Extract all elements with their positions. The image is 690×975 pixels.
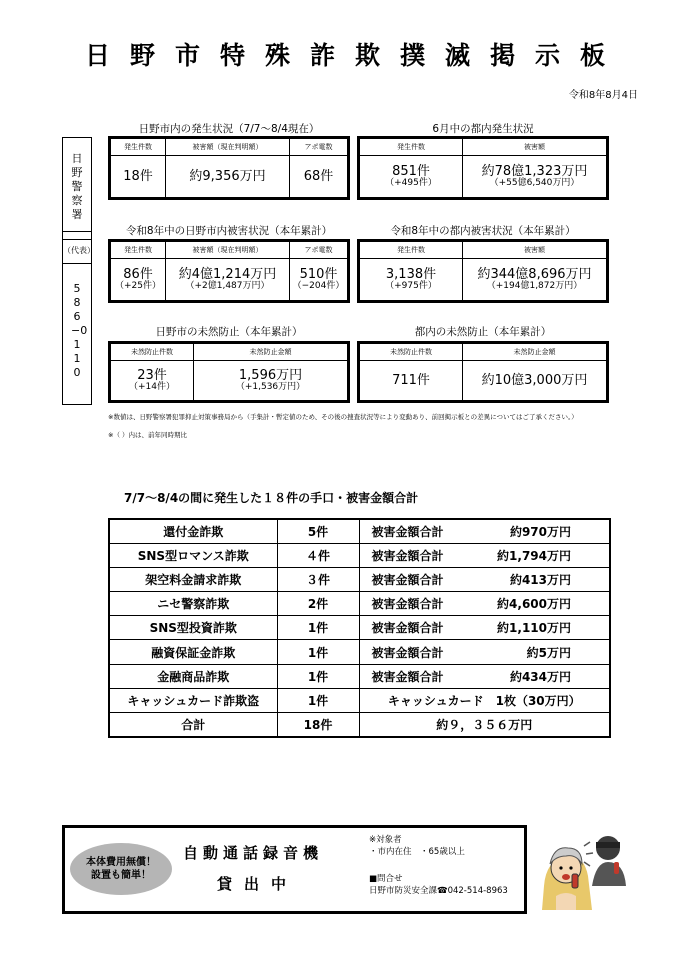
header-cell: 未然防止件数 (360, 344, 462, 361)
police-station-sidebox (62, 137, 95, 405)
banner-title: 自動通話録音機 (183, 844, 324, 862)
value-sub: （+194億1,872万円） (486, 280, 583, 291)
damage-label: 被害金額合計 (371, 669, 444, 684)
value-cell (360, 156, 462, 197)
value-main: 約9,356万円 (189, 168, 266, 184)
header-cell: 被害額 (462, 139, 606, 156)
header-cell: 被害額 (462, 242, 606, 259)
count-cell: 1件 (277, 640, 359, 664)
header-cell: 発生件数 (360, 242, 462, 259)
damage-amount: 約434万円 (509, 669, 571, 684)
total-row (109, 713, 610, 737)
header-cell: 未然防止件数 (111, 344, 193, 361)
header-cell: アポ電数 (289, 242, 347, 259)
value-main: 約10億3,000万円 (481, 372, 588, 388)
value-cell (289, 156, 347, 197)
damage-cell (359, 664, 610, 688)
rep-label: （代表） (63, 246, 95, 255)
total-count-cell: 18件 (277, 713, 359, 737)
value-cell (111, 156, 165, 197)
table-row (109, 592, 610, 616)
value-main: 23件 (137, 367, 167, 383)
caption-tokyo-june: 6月中の都内発生状況 (432, 123, 534, 135)
damage-label: 被害金額合計 (371, 572, 444, 587)
data-note: ※数値は、日野警察署犯罪抑止対策事務局から（手集計・暫定値のため、その後の捜査状況等により変動あり、前回掲示板との差異についてはご了承ください。） (108, 413, 578, 421)
value-main: 1,596万円 (238, 367, 303, 383)
damage-wrap (360, 668, 610, 685)
table-hino-current (108, 136, 350, 200)
damage-amount: 約1,794万円 (497, 548, 571, 563)
table-row (109, 567, 610, 591)
table-row (109, 664, 610, 688)
target-detail: ・市内在住 ・65歳以上 (369, 847, 465, 857)
total-label-cell: 合計 (109, 713, 277, 737)
value-main: 約4億1,214万円 (178, 266, 277, 282)
damage-label: 被害金額合計 (371, 597, 444, 612)
header-cell: 発生件数 (111, 242, 165, 259)
value-cell (360, 361, 462, 400)
fraud-type-cell: 架空料金請求詐欺 (109, 567, 277, 591)
count-cell: 1件 (277, 616, 359, 640)
table-row (109, 519, 610, 543)
fraud-type-cell: キャッシュカード詐欺盗 (109, 688, 277, 712)
free-badge (70, 843, 172, 895)
damage-label: 被害金額合計 (371, 621, 444, 636)
damage-amount: 約4,600万円 (497, 597, 571, 612)
station-phone: 586−0110 (71, 282, 88, 379)
table-hino-prevention (108, 341, 350, 403)
header-cell: 発生件数 (360, 139, 462, 156)
damage-amount: 約413万円 (509, 572, 571, 587)
issue-date: 令和8年8月4日 (568, 90, 638, 101)
value-sub: （+2億1,487万円） (185, 280, 270, 291)
header-cell: 未然防止金額 (193, 344, 347, 361)
contact-detail: 日野市防災安全課☎042-514-8963 (369, 886, 508, 896)
table-row (109, 543, 610, 567)
value-cell (462, 361, 606, 400)
damage-wrap (360, 571, 610, 588)
fraud-type-cell: SNS型ロマンス詐欺 (109, 543, 277, 567)
damage-cell (359, 519, 610, 543)
header-cell: 発生件数 (111, 139, 165, 156)
header-cell: 被害額（現在判明額） (165, 139, 289, 156)
caption-hino-yearly: 令和8年中の日野市内被害状況（本年累計） (125, 225, 333, 237)
target-label: ※対象者 (369, 835, 402, 845)
damage-wrap (360, 595, 610, 612)
value-cell (165, 259, 289, 300)
value-cell (193, 361, 347, 400)
value-cell (462, 259, 606, 300)
total-amount-cell: 約９，３５６万円 (359, 713, 610, 737)
summary-table (108, 518, 611, 738)
value-sub: （−204件） (292, 280, 345, 291)
badge-line: 設置も簡単！ (91, 870, 151, 881)
damage-label: 被害金額合計 (371, 524, 444, 539)
value-sub: （+495件） (385, 177, 437, 188)
damage-cell (359, 616, 610, 640)
damage-label: 被害金額合計 (371, 548, 444, 563)
value-main: 711件 (392, 372, 430, 388)
header-cell: 未然防止金額 (462, 344, 606, 361)
value-main: 3,138件 (385, 266, 437, 282)
value-cell (360, 259, 462, 300)
table-tokyo-june (357, 136, 609, 200)
damage-cell (359, 640, 610, 664)
recorder-banner (62, 825, 527, 914)
comparison-note: ※（ ）内は、前年同時期比 (108, 431, 188, 439)
value-main: 約344億8,696万円 (477, 266, 592, 282)
value-sub: （+1,536万円） (235, 381, 306, 392)
damage-wrap (360, 619, 610, 636)
value-cell (165, 156, 289, 197)
value-cell (462, 156, 606, 197)
station-name: 日野警察署 (71, 152, 83, 221)
fraud-type-cell: ニセ警察詐欺 (109, 592, 277, 616)
count-cell: ４件 (277, 543, 359, 567)
damage-wrap (360, 644, 610, 661)
value-sub: （+25件） (115, 280, 161, 291)
value-cell (111, 259, 165, 300)
caption-hino-current: 日野市内の発生状況（7/7〜8/4現在） (138, 123, 320, 135)
value-main: 約78億1,323万円 (481, 163, 588, 179)
table-tokyo-prevention (357, 341, 609, 403)
value-main: 510件 (299, 266, 338, 282)
cash-card-detail-cell: キャッシュカード 1枚（30万円） (359, 688, 610, 712)
damage-amount: 約5万円 (526, 645, 571, 660)
fraud-type-cell: SNS型投資詐欺 (109, 616, 277, 640)
damage-amount: 約1,110万円 (497, 621, 571, 636)
value-cell (289, 259, 347, 300)
count-cell: 1件 (277, 664, 359, 688)
value-sub: （+55億6,540万円） (489, 177, 580, 188)
table-hino-yearly (108, 239, 350, 303)
header-cell: 被害額（現在判明額） (165, 242, 289, 259)
count-cell: 5件 (277, 519, 359, 543)
caption-hino-prevention: 日野市の未然防止（本年累計） (155, 326, 303, 338)
damage-cell (359, 567, 610, 591)
page-title: 日野市特殊詐欺撲滅掲示板 (84, 41, 625, 70)
value-main: 851件 (392, 163, 430, 179)
value-main: 86件 (123, 266, 153, 282)
value-main: 68件 (303, 168, 334, 184)
header-cell: アポ電数 (289, 139, 347, 156)
damage-cell (359, 592, 610, 616)
phone-scam-illustration-icon (536, 826, 632, 912)
value-cell (111, 361, 193, 400)
table-row (109, 616, 610, 640)
caption-tokyo-yearly: 令和8年中の都内被害状況（本年累計） (390, 225, 576, 237)
fraud-type-cell: 還付金詐欺 (109, 519, 277, 543)
fraud-type-cell: 融資保証金詐欺 (109, 640, 277, 664)
caption-tokyo-prevention: 都内の未然防止（本年累計） (414, 326, 552, 338)
table-row (109, 688, 610, 712)
fraud-type-cell: 金融商品詐欺 (109, 664, 277, 688)
damage-wrap (360, 523, 610, 540)
banner-subtitle: 貸出中 (217, 875, 299, 893)
summary-caption: 7/7〜8/4の間に発生した１８件の手口・被害金額合計 (124, 491, 419, 505)
count-cell: 2件 (277, 592, 359, 616)
damage-wrap (360, 547, 610, 564)
value-main: 18件 (123, 168, 153, 184)
table-row (109, 640, 610, 664)
value-sub: （+975件） (385, 280, 437, 291)
damage-amount: 約970万円 (509, 524, 571, 539)
count-cell: ３件 (277, 567, 359, 591)
table-tokyo-yearly (357, 239, 609, 303)
count-cell: 1件 (277, 688, 359, 712)
value-sub: （+14件） (129, 381, 175, 392)
contact-label: ■問合せ (369, 874, 403, 884)
badge-line: 本体費用無償！ (86, 856, 156, 868)
damage-cell (359, 543, 610, 567)
damage-label: 被害金額合計 (371, 645, 444, 660)
